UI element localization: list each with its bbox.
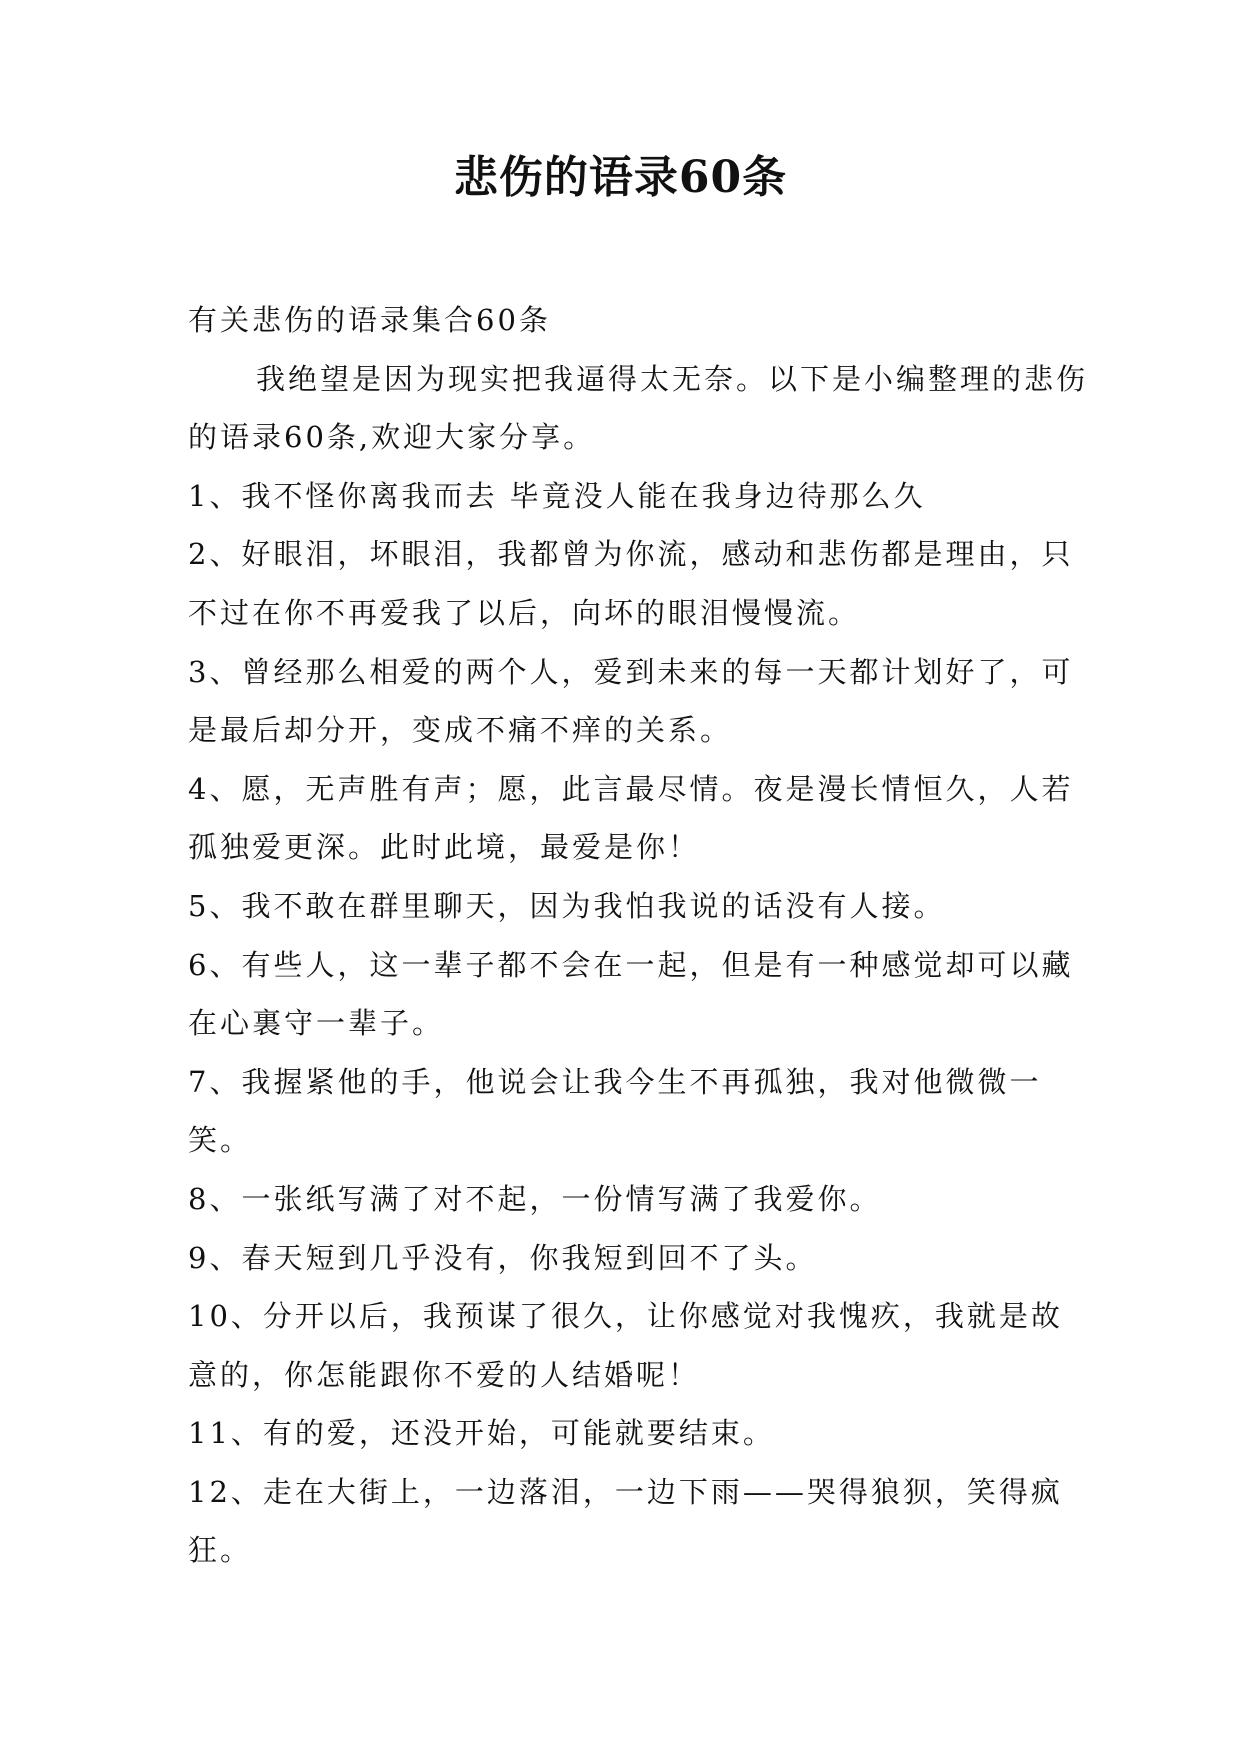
list-item: 3、曾经那么相爱的两个人，爱到未来的每一天都计划好了，可是最后却分开，变成不痛不痒的关系。 xyxy=(188,654,1074,748)
list-item: 11、有的爱，还没开始，可能就要结束。 xyxy=(188,1416,775,1451)
list-item: 4、愿，无声胜有声；愿，此言最尽情。夜是漫长情恒久，人若孤独爱更深。此时此境，最爱是你！ xyxy=(188,771,1074,865)
list-item: 9、春天短到几乎没有，你我短到回不了头。 xyxy=(188,1240,818,1275)
document-subtitle: 有关悲伤的语录集合60条 xyxy=(188,303,551,337)
list-item: 6、有些人，这一辈子都不会在一起，但是有一种感觉却可以藏在心裏守一辈子。 xyxy=(188,947,1074,1041)
list-item: 7、我握紧他的手，他说会让我今生不再孤独，我对他微微一笑。 xyxy=(188,1064,1042,1158)
document-body xyxy=(188,291,1088,1580)
list-item: 2、好眼泪，坏眼泪，我都曾为你流，感动和悲伤都是理由，只不过在你不再爱我了以后，向坏的眼泪慢慢流。 xyxy=(188,537,1074,630)
list-item: 1、我不怪你离我而去 毕竟没人能在我身边待那么久 xyxy=(188,478,926,513)
list-item: 12、走在大街上，一边落泪，一边下雨——哭得狼狈，笑得疯狂。 xyxy=(188,1474,1063,1568)
list-item: 5、我不敢在群里聊天，因为我怕我说的话没有人接。 xyxy=(188,888,946,923)
intro-paragraph: 我绝望是因为现实把我逼得太无奈。以下是小编整理的悲伤的语录60条,欢迎大家分享。 xyxy=(188,361,1089,455)
list-item: 8、一张纸写满了对不起，一份情写满了我爱你。 xyxy=(188,1181,882,1216)
list-item: 10、分开以后，我预谋了很久，让你感觉对我愧疚，我就是故意的，你怎能跟你不爱的人结婚呢！ xyxy=(188,1299,1063,1392)
document-title: 悲伤的语录60条 xyxy=(453,152,788,203)
